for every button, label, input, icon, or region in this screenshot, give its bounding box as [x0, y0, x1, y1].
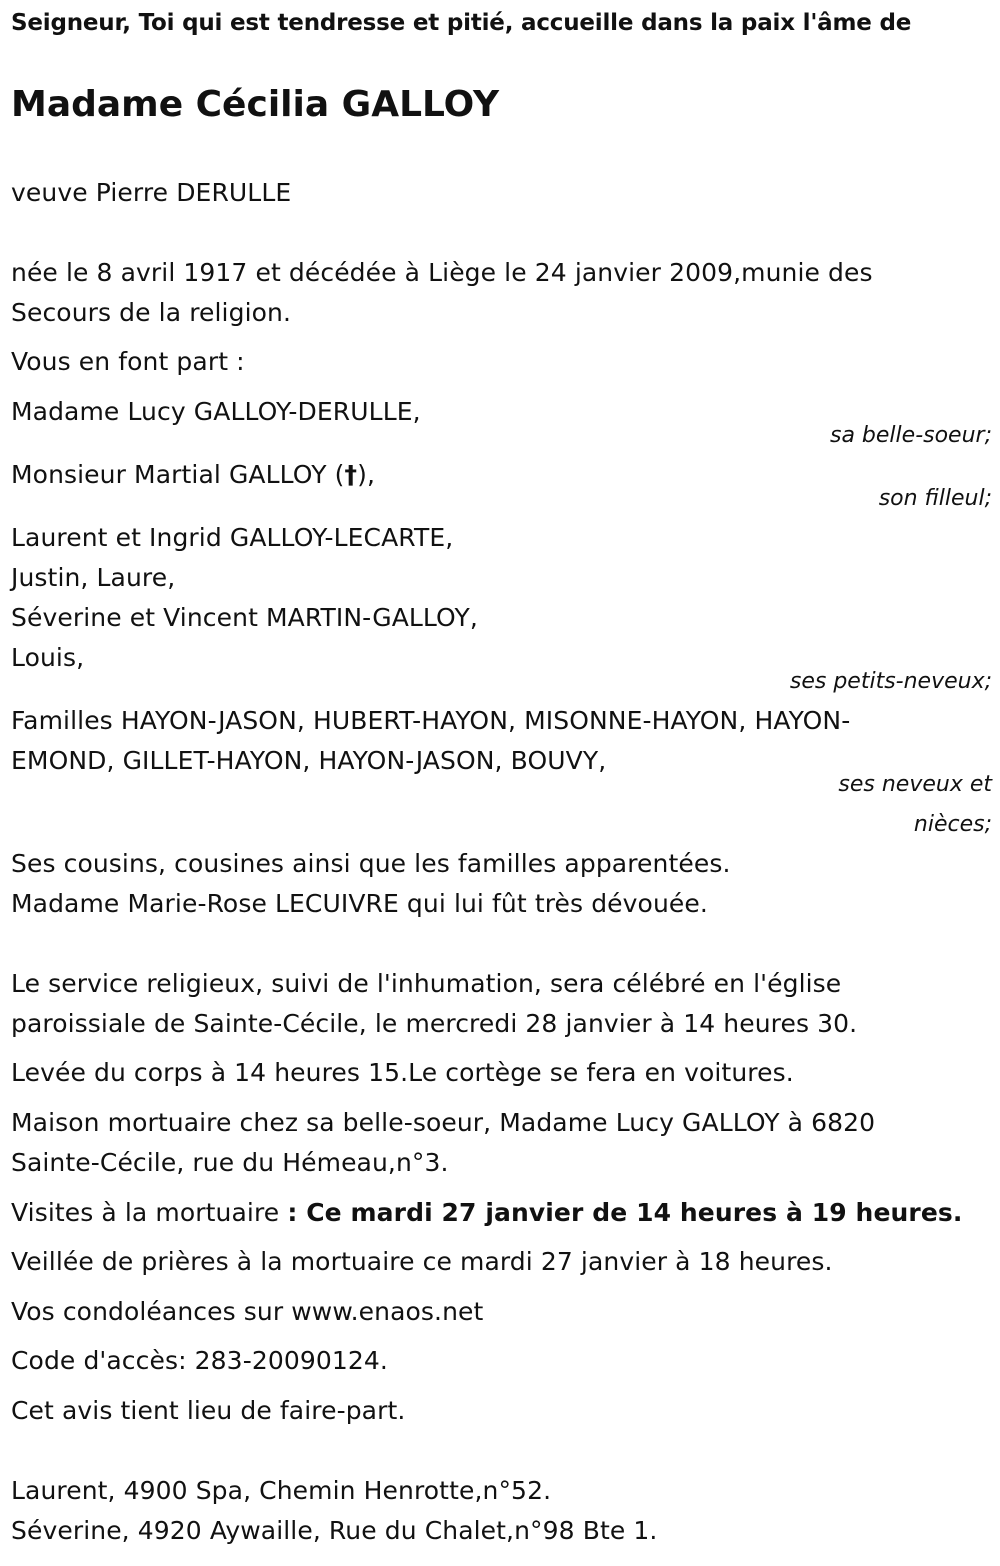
maison-line-2: Sainte-Cécile, rue du Hémeau,n°3. — [11, 1148, 449, 1177]
prayer-intro: Seigneur, Toi qui est tendresse et pitié, accueille dans la paix l'âme de — [11, 10, 912, 36]
deceased-name: Madame Cécilia GALLOY — [11, 84, 500, 125]
cousins-line: Ses cousins, cousines ainsi que les familles apparentées. — [11, 849, 731, 878]
address-severine: Séverine, 4920 Aywaille, Rue du Chalet,n°98 Bte 1. — [11, 1516, 658, 1545]
family-lucy: Madame Lucy GALLOY-DERULLE, — [11, 397, 421, 426]
relation-godson: son filleul; — [878, 486, 992, 511]
relation-sister-in-law: sa belle-soeur; — [830, 423, 992, 448]
code-line: Code d'accès: 283-20090124. — [11, 1346, 388, 1375]
condoleances-line: Vos condoléances sur www.enaos.net — [11, 1297, 484, 1326]
birth-death-line-1: née le 8 avril 1917 et décédée à Liège le 24 janvier 2009,munie des — [11, 258, 873, 287]
nephews-line-3: Séverine et Vincent MARTIN-GALLOY, — [11, 603, 478, 632]
cross-icon: † — [344, 460, 358, 489]
announce-line: Vous en font part : — [11, 347, 245, 376]
relation-nephews-nieces-1: ses neveux et — [838, 772, 992, 797]
relation-nephews-nieces-2: nièces; — [913, 812, 992, 837]
maison-line-1: Maison mortuaire chez sa belle-soeur, Madame Lucy GALLOY à 6820 — [11, 1108, 876, 1137]
lecuivre-line: Madame Marie-Rose LECUIVRE qui lui fût très dévouée. — [11, 889, 708, 918]
service-line-1: Le service religieux, suivi de l'inhumation, sera célébré en l'église — [11, 969, 842, 998]
birth-death-line-2: Secours de la religion. — [11, 298, 291, 327]
faire-part-line: Cet avis tient lieu de faire-part. — [11, 1396, 406, 1425]
nephews-line-2: Justin, Laure, — [11, 563, 176, 592]
visites-time: : Ce mardi 27 janvier de 14 heures à 19 heures. — [287, 1198, 963, 1227]
address-laurent: Laurent, 4900 Spa, Chemin Henrotte,n°52. — [11, 1476, 552, 1505]
widow-of: veuve Pierre DERULLE — [11, 178, 292, 207]
nephews-line-4: Louis, — [11, 643, 85, 672]
relation-grand-nephews: ses petits-neveux; — [789, 669, 992, 694]
visites-line — [11, 1193, 962, 1233]
families-line-1: Familles HAYON-JASON, HUBERT-HAYON, MISONNE-HAYON, HAYON- — [11, 706, 851, 735]
families-line-2: EMOND, GILLET-HAYON, HAYON-JASON, BOUVY, — [11, 746, 607, 775]
levee-line: Levée du corps à 14 heures 15.Le cortège se fera en voitures. — [11, 1058, 794, 1087]
martial-suffix: ), — [357, 460, 375, 489]
nephews-line-1: Laurent et Ingrid GALLOY-LECARTE, — [11, 523, 454, 552]
service-line-2: paroissiale de Sainte-Cécile, le mercredi 28 janvier à 14 heures 30. — [11, 1009, 858, 1038]
martial-name: Monsieur Martial GALLOY ( — [11, 460, 345, 489]
family-martial — [11, 455, 375, 495]
visites-label: Visites à la mortuaire — [11, 1198, 288, 1227]
veillee-line: Veillée de prières à la mortuaire ce mardi 27 janvier à 18 heures. — [11, 1247, 833, 1276]
